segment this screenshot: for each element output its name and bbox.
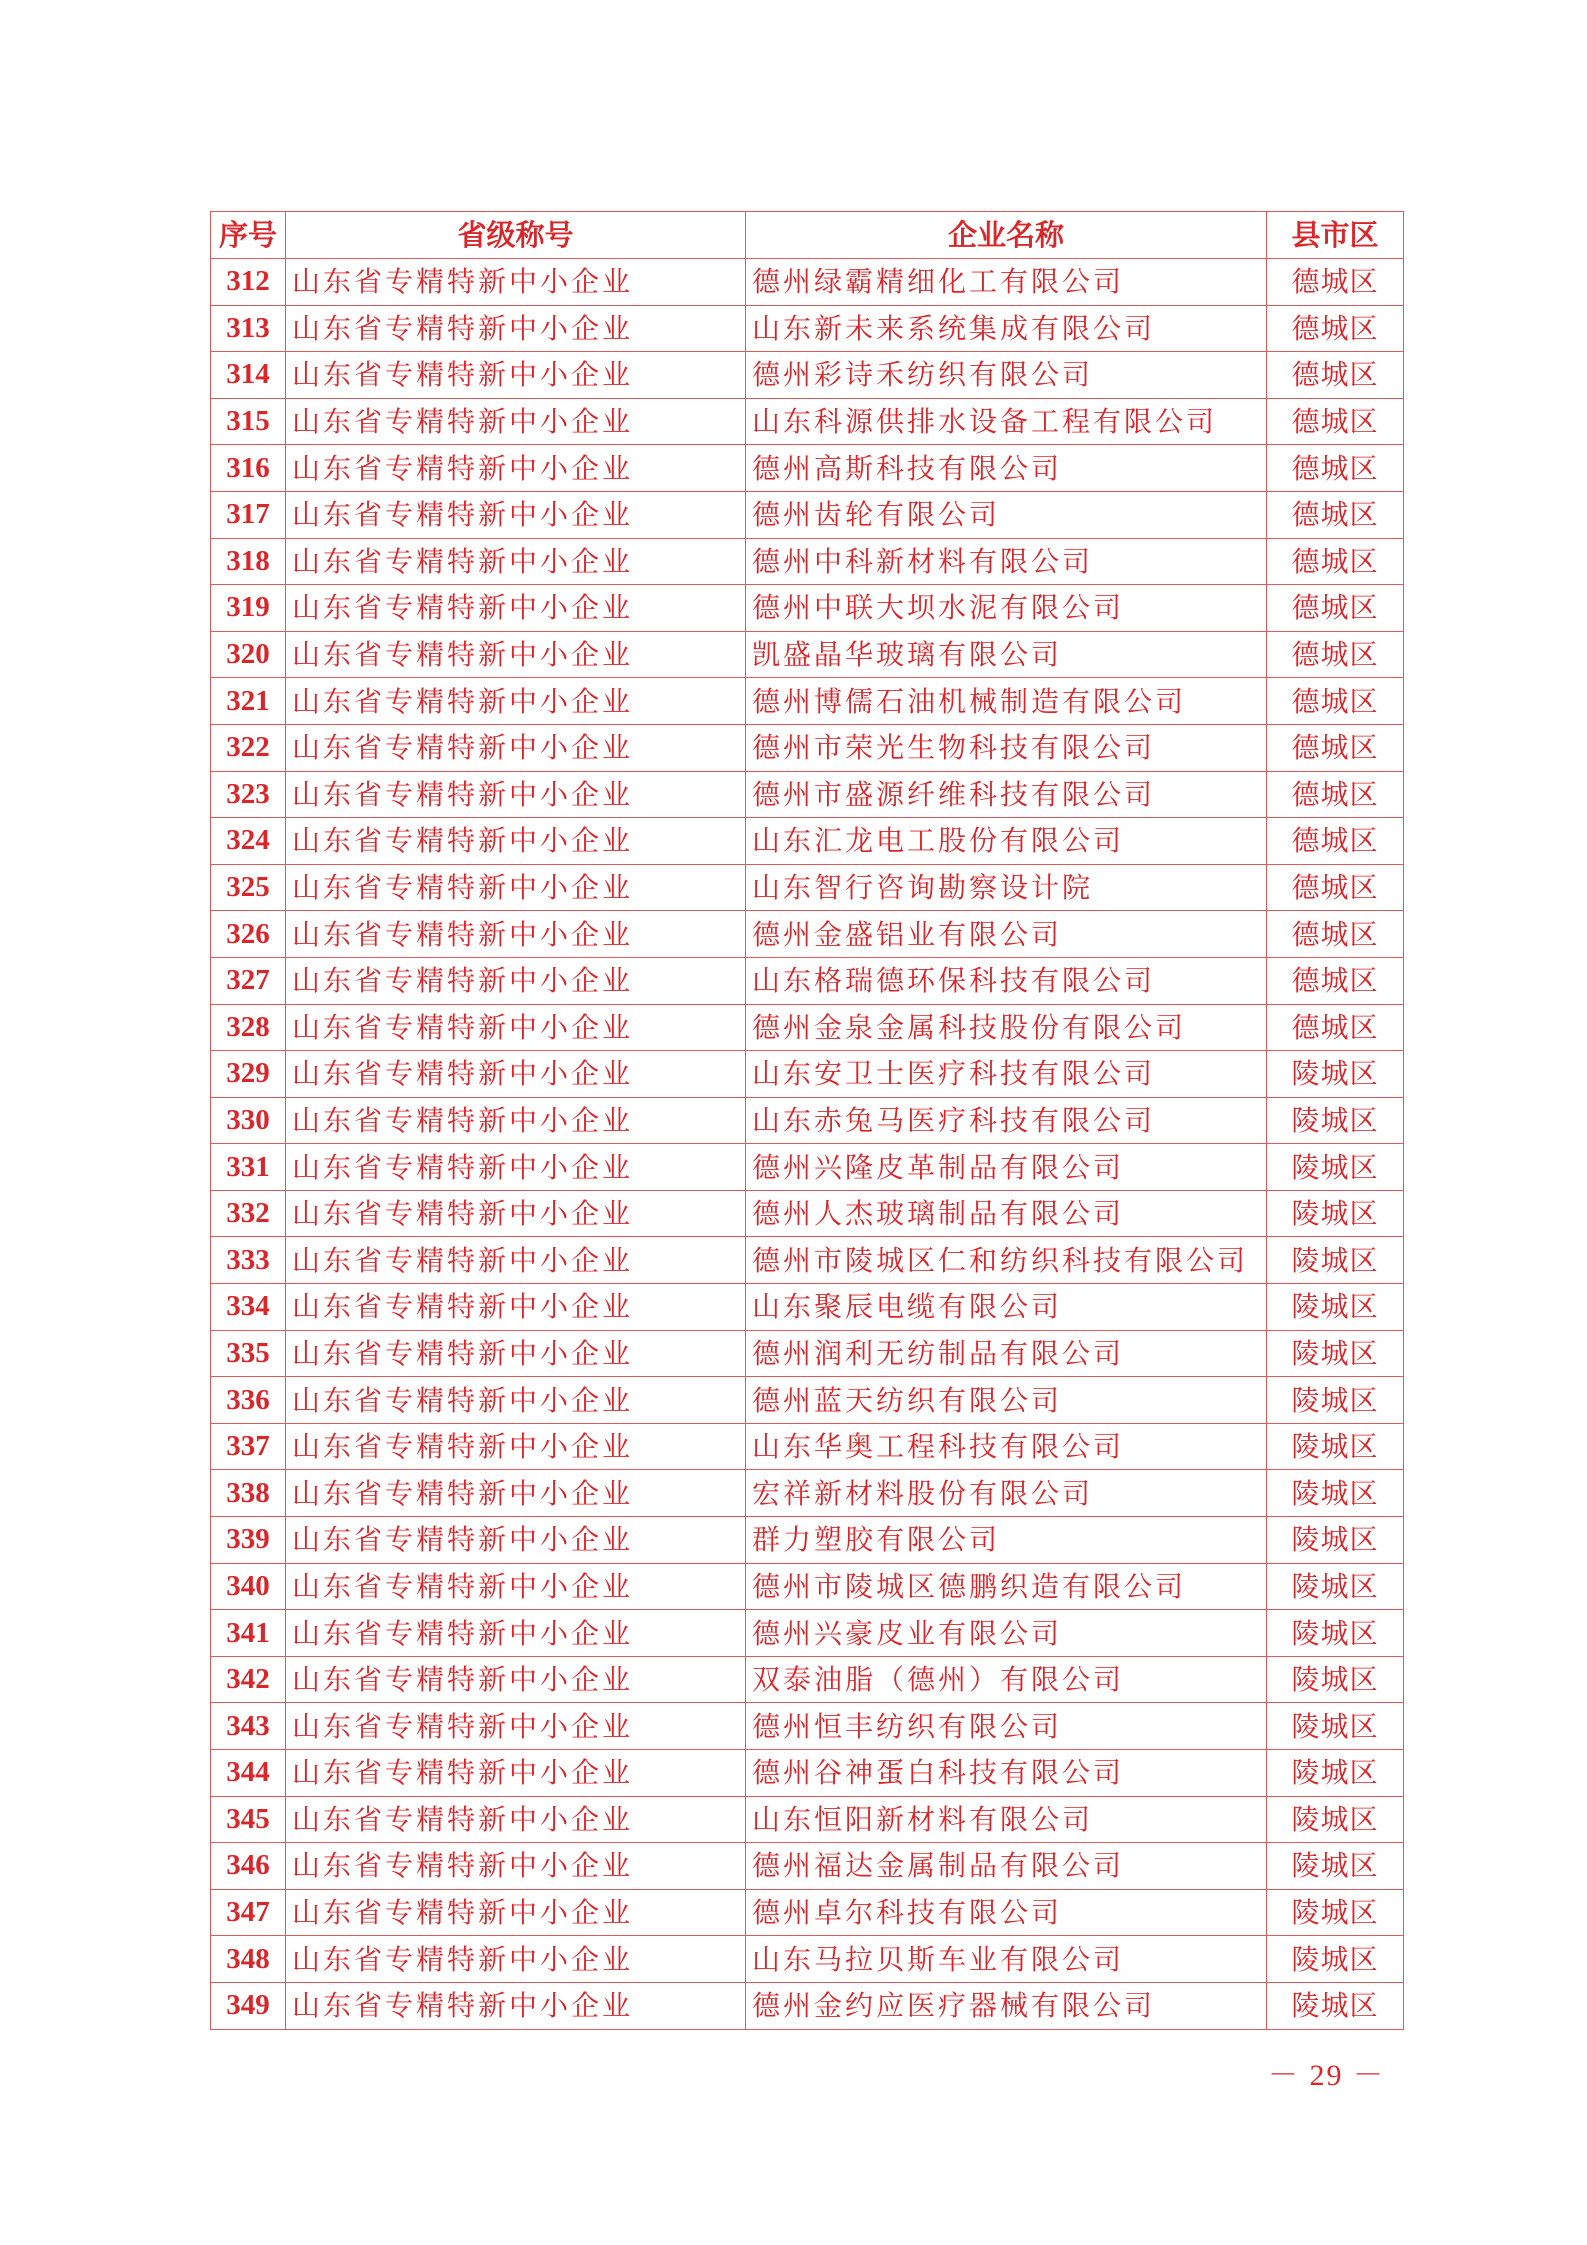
cell-district: 陵城区 — [1267, 1237, 1404, 1284]
cell-company: 山东格瑞德环保科技有限公司 — [746, 957, 1267, 1004]
cell-seq: 319 — [211, 585, 286, 632]
cell-title: 山东省专精特新中小企业 — [286, 491, 746, 538]
cell-title: 山东省专精特新中小企业 — [286, 818, 746, 865]
cell-district: 陵城区 — [1267, 1051, 1404, 1098]
cell-seq: 313 — [211, 305, 286, 352]
table-row — [211, 352, 1404, 399]
cell-district: 陵城区 — [1267, 1517, 1404, 1564]
cell-title: 山东省专精特新中小企业 — [286, 352, 746, 399]
cell-company: 山东汇龙电工股份有限公司 — [746, 818, 1267, 865]
table-row — [211, 305, 1404, 352]
table-row — [211, 864, 1404, 911]
cell-seq: 328 — [211, 1004, 286, 1051]
cell-title: 山东省专精特新中小企业 — [286, 1144, 746, 1191]
cell-title: 山东省专精特新中小企业 — [286, 864, 746, 911]
cell-district: 陵城区 — [1267, 1843, 1404, 1890]
cell-district: 陵城区 — [1267, 1377, 1404, 1424]
table-row — [211, 1517, 1404, 1564]
page-number: － 29 － — [1268, 2059, 1385, 2092]
cell-company: 德州市陵城区德鹏织造有限公司 — [746, 1563, 1267, 1610]
cell-seq: 316 — [211, 445, 286, 492]
cell-company: 德州福达金属制品有限公司 — [746, 1843, 1267, 1890]
cell-company: 山东科源供排水设备工程有限公司 — [746, 398, 1267, 445]
table-row — [211, 491, 1404, 538]
cell-company: 德州恒丰纺织有限公司 — [746, 1703, 1267, 1750]
cell-district: 德城区 — [1267, 305, 1404, 352]
table-row — [211, 585, 1404, 632]
cell-district: 德城区 — [1267, 445, 1404, 492]
cell-seq: 330 — [211, 1097, 286, 1144]
table-row — [211, 631, 1404, 678]
cell-title: 山东省专精特新中小企业 — [286, 911, 746, 958]
cell-seq: 337 — [211, 1423, 286, 1470]
cell-company: 双泰油脂（德州）有限公司 — [746, 1656, 1267, 1703]
cell-company: 德州高斯科技有限公司 — [746, 445, 1267, 492]
cell-title: 山东省专精特新中小企业 — [286, 1423, 746, 1470]
cell-seq: 325 — [211, 864, 286, 911]
table-row — [211, 538, 1404, 585]
table-row — [211, 259, 1404, 306]
cell-company: 山东华奥工程科技有限公司 — [746, 1423, 1267, 1470]
cell-district: 德城区 — [1267, 585, 1404, 632]
cell-district: 陵城区 — [1267, 1097, 1404, 1144]
cell-seq: 336 — [211, 1377, 286, 1424]
cell-company: 山东赤兔马医疗科技有限公司 — [746, 1097, 1267, 1144]
table-row — [211, 1889, 1404, 1936]
cell-seq: 321 — [211, 678, 286, 725]
table-row — [211, 1796, 1404, 1843]
cell-title: 山东省专精特新中小企业 — [286, 1330, 746, 1377]
cell-district: 德城区 — [1267, 818, 1404, 865]
cell-district: 陵城区 — [1267, 1190, 1404, 1237]
table-row — [211, 1004, 1404, 1051]
table-row — [211, 818, 1404, 865]
cell-district: 陵城区 — [1267, 1936, 1404, 1983]
cell-seq: 334 — [211, 1284, 286, 1331]
table-row — [211, 1982, 1404, 2029]
cell-title: 山东省专精特新中小企业 — [286, 1190, 746, 1237]
cell-company: 群力塑胶有限公司 — [746, 1517, 1267, 1564]
enterprise-table — [210, 211, 1404, 2030]
cell-title: 山东省专精特新中小企业 — [286, 1470, 746, 1517]
cell-title: 山东省专精特新中小企业 — [286, 1936, 746, 1983]
header-company: 企业名称 — [746, 212, 1267, 259]
cell-title: 山东省专精特新中小企业 — [286, 1237, 746, 1284]
cell-company: 德州兴隆皮革制品有限公司 — [746, 1144, 1267, 1191]
cell-seq: 344 — [211, 1750, 286, 1797]
table-row — [211, 1237, 1404, 1284]
cell-company: 德州中科新材料有限公司 — [746, 538, 1267, 585]
cell-title: 山东省专精特新中小企业 — [286, 1796, 746, 1843]
cell-company: 德州润利无纺制品有限公司 — [746, 1330, 1267, 1377]
cell-district: 德城区 — [1267, 911, 1404, 958]
cell-company: 德州兴豪皮业有限公司 — [746, 1610, 1267, 1657]
table-row — [211, 1610, 1404, 1657]
cell-title: 山东省专精特新中小企业 — [286, 1610, 746, 1657]
cell-district: 陵城区 — [1267, 1284, 1404, 1331]
cell-title: 山东省专精特新中小企业 — [286, 1004, 746, 1051]
table-header — [211, 212, 1404, 259]
cell-title: 山东省专精特新中小企业 — [286, 445, 746, 492]
cell-seq: 320 — [211, 631, 286, 678]
cell-title: 山东省专精特新中小企业 — [286, 1889, 746, 1936]
table-row — [211, 957, 1404, 1004]
cell-seq: 346 — [211, 1843, 286, 1890]
cell-seq: 315 — [211, 398, 286, 445]
cell-company: 德州齿轮有限公司 — [746, 491, 1267, 538]
header-row — [211, 212, 1404, 259]
cell-district: 德城区 — [1267, 771, 1404, 818]
cell-district: 德城区 — [1267, 678, 1404, 725]
cell-seq: 342 — [211, 1656, 286, 1703]
table-row — [211, 911, 1404, 958]
cell-title: 山东省专精特新中小企业 — [286, 1051, 746, 1098]
cell-title: 山东省专精特新中小企业 — [286, 1703, 746, 1750]
cell-district: 德城区 — [1267, 398, 1404, 445]
cell-company: 德州谷神蛋白科技有限公司 — [746, 1750, 1267, 1797]
table-row — [211, 678, 1404, 725]
cell-district: 陵城区 — [1267, 1982, 1404, 2029]
table-row — [211, 445, 1404, 492]
cell-seq: 332 — [211, 1190, 286, 1237]
table-row — [211, 1656, 1404, 1703]
cell-district: 德城区 — [1267, 864, 1404, 911]
cell-title: 山东省专精特新中小企业 — [286, 957, 746, 1004]
table-row — [211, 1936, 1404, 1983]
cell-district: 德城区 — [1267, 631, 1404, 678]
cell-company: 山东新未来系统集成有限公司 — [746, 305, 1267, 352]
cell-district: 德城区 — [1267, 259, 1404, 306]
table-row — [211, 1097, 1404, 1144]
header-seq: 序号 — [211, 212, 286, 259]
cell-company: 山东恒阳新材料有限公司 — [746, 1796, 1267, 1843]
cell-company: 山东马拉贝斯车业有限公司 — [746, 1936, 1267, 1983]
table-row — [211, 1377, 1404, 1424]
cell-title: 山东省专精特新中小企业 — [286, 1097, 746, 1144]
enterprise-table-container — [210, 211, 1403, 2030]
cell-title: 山东省专精特新中小企业 — [286, 631, 746, 678]
cell-seq: 338 — [211, 1470, 286, 1517]
cell-seq: 312 — [211, 259, 286, 306]
cell-district: 德城区 — [1267, 957, 1404, 1004]
cell-seq: 341 — [211, 1610, 286, 1657]
cell-company: 德州人杰玻璃制品有限公司 — [746, 1190, 1267, 1237]
cell-seq: 322 — [211, 724, 286, 771]
cell-company: 德州绿霸精细化工有限公司 — [746, 259, 1267, 306]
cell-company: 德州蓝天纺织有限公司 — [746, 1377, 1267, 1424]
cell-title: 山东省专精特新中小企业 — [286, 1284, 746, 1331]
cell-title: 山东省专精特新中小企业 — [286, 678, 746, 725]
cell-title: 山东省专精特新中小企业 — [286, 398, 746, 445]
cell-seq: 343 — [211, 1703, 286, 1750]
table-row — [211, 1843, 1404, 1890]
cell-seq: 345 — [211, 1796, 286, 1843]
cell-district: 陵城区 — [1267, 1703, 1404, 1750]
cell-district: 陵城区 — [1267, 1563, 1404, 1610]
cell-company: 德州博儒石油机械制造有限公司 — [746, 678, 1267, 725]
cell-seq: 329 — [211, 1051, 286, 1098]
cell-seq: 339 — [211, 1517, 286, 1564]
cell-seq: 324 — [211, 818, 286, 865]
cell-title: 山东省专精特新中小企业 — [286, 585, 746, 632]
cell-company: 德州中联大坝水泥有限公司 — [746, 585, 1267, 632]
cell-seq: 347 — [211, 1889, 286, 1936]
cell-seq: 340 — [211, 1563, 286, 1610]
cell-district: 德城区 — [1267, 724, 1404, 771]
cell-district: 德城区 — [1267, 352, 1404, 399]
cell-company: 山东聚辰电缆有限公司 — [746, 1284, 1267, 1331]
cell-title: 山东省专精特新中小企业 — [286, 1563, 746, 1610]
header-title: 省级称号 — [286, 212, 746, 259]
cell-district: 陵城区 — [1267, 1144, 1404, 1191]
cell-title: 山东省专精特新中小企业 — [286, 259, 746, 306]
cell-title: 山东省专精特新中小企业 — [286, 538, 746, 585]
cell-district: 陵城区 — [1267, 1330, 1404, 1377]
table-row — [211, 1703, 1404, 1750]
table-row — [211, 1144, 1404, 1191]
cell-district: 陵城区 — [1267, 1656, 1404, 1703]
cell-title: 山东省专精特新中小企业 — [286, 1982, 746, 2029]
cell-company: 山东智行咨询勘察设计院 — [746, 864, 1267, 911]
cell-company: 山东安卫士医疗科技有限公司 — [746, 1051, 1267, 1098]
cell-seq: 349 — [211, 1982, 286, 2029]
cell-title: 山东省专精特新中小企业 — [286, 1377, 746, 1424]
header-district: 县市区 — [1267, 212, 1404, 259]
table-row — [211, 1330, 1404, 1377]
table-row — [211, 1190, 1404, 1237]
table-row — [211, 1284, 1404, 1331]
cell-seq: 314 — [211, 352, 286, 399]
cell-company: 德州市盛源纤维科技有限公司 — [746, 771, 1267, 818]
cell-seq: 333 — [211, 1237, 286, 1284]
cell-company: 德州金约应医疗器械有限公司 — [746, 1982, 1267, 2029]
cell-district: 陵城区 — [1267, 1423, 1404, 1470]
cell-seq: 317 — [211, 491, 286, 538]
cell-company: 德州市陵城区仁和纺织科技有限公司 — [746, 1237, 1267, 1284]
cell-company: 凯盛晶华玻璃有限公司 — [746, 631, 1267, 678]
cell-district: 陵城区 — [1267, 1610, 1404, 1657]
cell-seq: 335 — [211, 1330, 286, 1377]
cell-title: 山东省专精特新中小企业 — [286, 724, 746, 771]
cell-district: 德城区 — [1267, 1004, 1404, 1051]
cell-seq: 323 — [211, 771, 286, 818]
cell-seq: 331 — [211, 1144, 286, 1191]
cell-district: 陵城区 — [1267, 1470, 1404, 1517]
cell-company: 德州金泉金属科技股份有限公司 — [746, 1004, 1267, 1051]
table-row — [211, 398, 1404, 445]
cell-company: 德州金盛铝业有限公司 — [746, 911, 1267, 958]
table-body — [211, 259, 1404, 2030]
cell-district: 陵城区 — [1267, 1796, 1404, 1843]
cell-title: 山东省专精特新中小企业 — [286, 1517, 746, 1564]
cell-company: 德州卓尔科技有限公司 — [746, 1889, 1267, 1936]
cell-seq: 348 — [211, 1936, 286, 1983]
table-row — [211, 1470, 1404, 1517]
cell-title: 山东省专精特新中小企业 — [286, 305, 746, 352]
cell-district: 陵城区 — [1267, 1750, 1404, 1797]
table-row — [211, 771, 1404, 818]
cell-seq: 327 — [211, 957, 286, 1004]
cell-title: 山东省专精特新中小企业 — [286, 1750, 746, 1797]
table-row — [211, 1750, 1404, 1797]
cell-district: 德城区 — [1267, 491, 1404, 538]
cell-company: 德州市荣光生物科技有限公司 — [746, 724, 1267, 771]
cell-company: 德州彩诗禾纺织有限公司 — [746, 352, 1267, 399]
table-row — [211, 1563, 1404, 1610]
cell-seq: 318 — [211, 538, 286, 585]
cell-title: 山东省专精特新中小企业 — [286, 1656, 746, 1703]
cell-company: 宏祥新材料股份有限公司 — [746, 1470, 1267, 1517]
table-row — [211, 1423, 1404, 1470]
cell-district: 陵城区 — [1267, 1889, 1404, 1936]
cell-district: 德城区 — [1267, 538, 1404, 585]
table-row — [211, 724, 1404, 771]
table-row — [211, 1051, 1404, 1098]
cell-title: 山东省专精特新中小企业 — [286, 771, 746, 818]
cell-title: 山东省专精特新中小企业 — [286, 1843, 746, 1890]
cell-seq: 326 — [211, 911, 286, 958]
